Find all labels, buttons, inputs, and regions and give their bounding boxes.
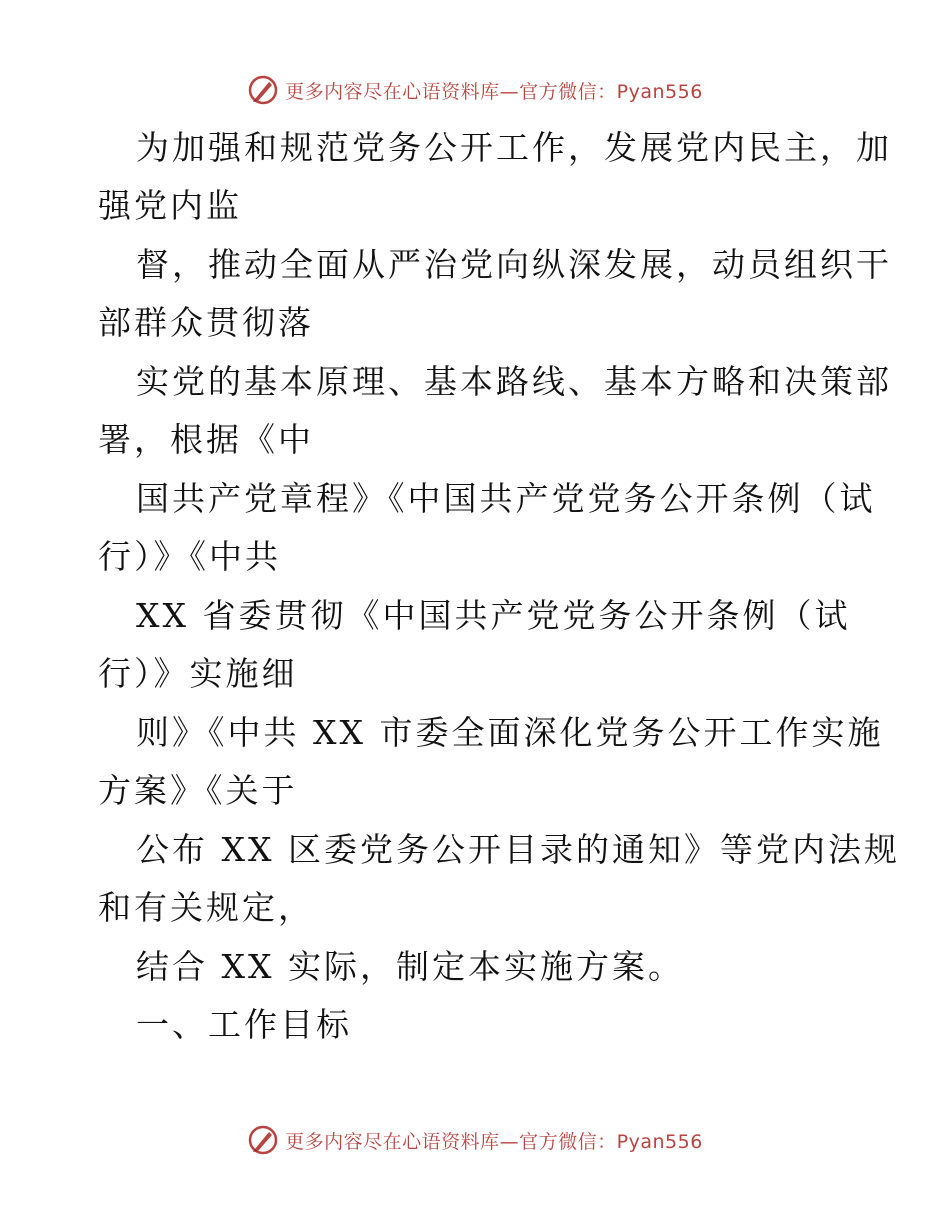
paragraph-line: 国共产党章程》《中国共产党党务公开条例（试 [136, 479, 876, 518]
paragraph-line: 公布 XX 区委党务公开目录的通知》等党内法规 [136, 830, 900, 869]
header-watermark-banner [0, 70, 950, 110]
footer-watermark-banner [0, 1120, 950, 1160]
pen-logo-icon [247, 1124, 279, 1156]
paragraph-line: 结合 XX 实际，制定本实施方案。 [136, 947, 684, 986]
paragraph-line: 则》《中共 XX 市委全面深化党务公开工作实施 [136, 713, 884, 752]
footer-banner-text: 更多内容尽在心语资料库—官方微信：Pyan556 [285, 1130, 703, 1153]
paragraph-line: 行）》《中共 [98, 537, 281, 576]
pen-logo-icon [247, 74, 279, 106]
paragraph-line: 方案》《关于 [98, 771, 298, 810]
paragraph-line: 实党的基本原理、基本路线、基本方略和决策部 [136, 362, 892, 401]
paragraph-line: 督，推动全面从严治党向纵深发展，动员组织干 [136, 245, 892, 284]
section-heading: 一、工作目标 [136, 1005, 352, 1044]
header-banner-text: 更多内容尽在心语资料库—官方微信：Pyan556 [285, 80, 703, 103]
paragraph-line: 强党内监 [98, 186, 242, 225]
paragraph-line: 行）》实施细 [98, 654, 298, 693]
paragraph-line: 署，根据《中 [98, 420, 314, 459]
paragraph-line: 为加强和规范党务公开工作，发展党内民主，加 [136, 128, 892, 167]
paragraph-line: 部群众贯彻落 [98, 303, 314, 342]
paragraph-line: 和有关规定， [98, 888, 314, 927]
paragraph-line: XX 省委贯彻《中国共产党党务公开条例（试 [136, 596, 851, 635]
